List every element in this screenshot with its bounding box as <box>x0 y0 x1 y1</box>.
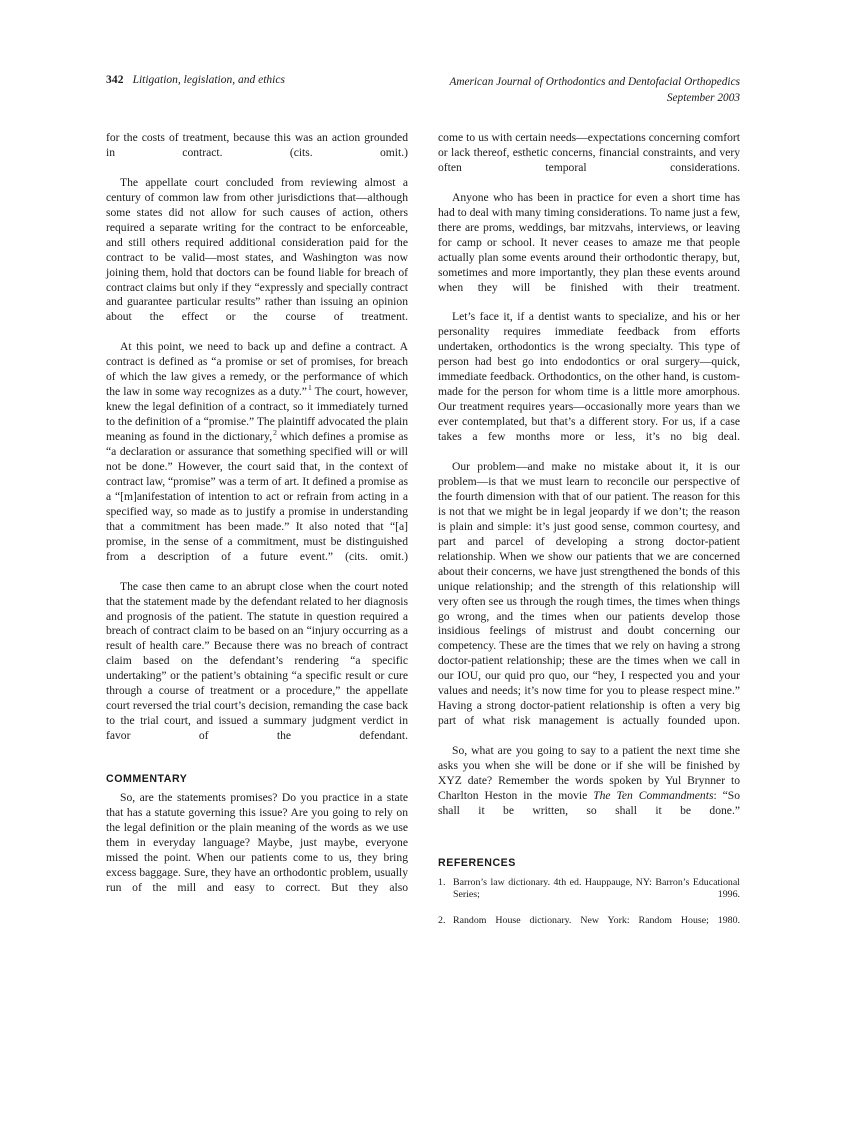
closing-text-a: So, what are you going to say to a patient the next time she asks you when she will be done or if she will be finished by XYZ date? Remember the words spoken by Yul Brynner to Charlton Heston in the movie <box>438 744 740 802</box>
define-contract-text-a: At this point, we need to back up and define a contract. A contract is defined as “a promise or set of promises, for breach of which the law gives a remedy, or the performance of which the law in some way recognizes as a duty.” <box>106 340 408 399</box>
issue-date: September 2003 <box>666 92 740 105</box>
define-contract-text-b: The court, however, knew the legal definition of a contract, so it immediately turned to the definition of a “promise.” The plaintiff advocated the plain meaning as found in the dictionary, <box>106 385 408 444</box>
paragraph-define-contract <box>106 340 408 579</box>
paragraph-specialize: Let’s face it, if a dentist wants to specialize, and his or her personality requires immediate feedback from efforts undertaken, orthodontics is the wrong specialty. This type of person had best go into endodontics or oral surgery—quick, immediate feedback. Orthodontics, on the other hand, is custom-made for the person for whom time is a little more amorphous. Our treatment requires years—occasionally more years than we ever contemplated, but that’s a different story. For us, if a case takes a few months more or less, it’s no big deal. <box>438 310 740 444</box>
reference-number: 2. <box>438 915 446 927</box>
footnote-marker-1[interactable]: 1 <box>307 383 312 393</box>
page-number: 342 <box>106 74 124 86</box>
running-head-right <box>449 74 740 107</box>
reference-item <box>438 915 740 940</box>
commentary-heading: COMMENTARY <box>106 773 188 786</box>
paragraph-timing-considerations: Anyone who has been in practice for even a short time has had to deal with many timing considerations. To name just a few, there are proms, weddings, bar mitzvahs, interviews, or leaving for camp or school. It never ceases to amaze me that people actually plan some events around their orthodontic therapy, but, sometimes and more importantly, they plan these events around when they will be finished with their treatment. <box>438 190 740 294</box>
reference-number: 1. <box>438 876 446 888</box>
paragraph-costs-of-treatment: for the costs of treatment, because this was an action grounded in contract. (cits. omit.) <box>106 131 408 159</box>
references-list <box>438 877 740 940</box>
footnote-marker-2[interactable]: 2 <box>273 428 277 438</box>
section-title: Litigation, legislation, and ethics <box>132 74 285 86</box>
paragraph-certain-needs: come to us with certain needs—expectations concerning comfort or lack thereof, esthetic concerns, financial constraints, and very often temporal considerations. <box>438 131 740 174</box>
reference-text: Random House dictionary. New York: Random House; 1980. <box>453 915 740 927</box>
journal-name: American Journal of Orthodontics and Dentofacial Orthopedics <box>449 76 740 88</box>
paragraph-appellate-court: The appellate court concluded from reviewing almost a century of common law from other jurisdictions that—although some states did not allow for such causes of action, others required a separate writing for the contract to be enforceable, and still others required additional consideration paid for the contract to be valid—most states, and Washington was now joining them, hold that doctors can be found liable for breach of contract claims but only if they “expressly and specially contract and guarantee particular results” rather than issuing an opinion about the effect or the course of treatment. <box>106 175 408 324</box>
reference-item <box>438 877 740 915</box>
paragraph-commentary-open: So, are the statements promises? Do you practice in a state that has a statute governing this issue? Are you going to rely on the legal definition or the plain meaning of the words as we use them in everyday language? Maybe, just maybe, everyone missed the point. When our patients come to us, they bring excess baggage. Sure, they have an orthodontic problem, usually run of the mill and easy to correct. But they also <box>106 791 408 894</box>
movie-title: The Ten Commandments <box>593 788 714 802</box>
article-columns <box>106 131 740 1061</box>
define-contract-text-c: which defines a promise as “a declaration or assurance that something specified will or will not be done.” However, the court said that, in the context of contract law, “promise” was a term of art. It defined a promise as a “[m]anifestation of intention to act or refrain from acting in a specified way, so made as to justify a promise in understanding that a commitment has been made.” It also noted that “[a] promise, in the sense of a commitment, must be distinguished from a description of a future event.” (cits. omit.) <box>106 430 408 563</box>
reference-text: Barron’s law dictionary. 4th ed. Hauppauge, NY: Barron’s Educational Series; 1996. <box>453 876 740 901</box>
paragraph-abrupt-close: The case then came to an abrupt close when the court noted that the statement made by the defendant related to her diagnosis and prognosis of the patient. The statute in question required a breach of contract claim to be based on an “injury occurring as a result of health care.” Because there was no breach of contract claim based on the defendant’s rendering “a specific undertaking” or the patient’s obtaining “a specific result or cure through a course of treatment or a procedure,” the appellate court reversed the trial court’s decision, remanding the case back to the trial court, and issued a summary judgment verdict in favor of the defendant. <box>106 579 408 743</box>
running-head-left <box>106 74 285 86</box>
paragraph-our-problem: Our problem—and make no mistake about it, it is our problem—is that we must learn to reconcile our perspective of the fourth dimension with that of our patient. The reason for this is not that we might be in legal jeopardy if we don’t; the reason is plain and simple: it’s just good sense, common courtesy, and part and parcel of developing a strong doctor-patient relationship. When we show our patients that we are concerned about their concerns, we have just strengthened the bonds of this unique relationship; and the strength of this relationship will very often see us through the rough times, the times when things go wrong, and the times when our patients develop those insidious feelings of mistrust and doubt concerning our competency. These are the times that we rely on having a strong doctor-patient relationship; these are the times when we call in our IOU, our quid pro quo, our “hey, I respected you and your values and needs; it’s now time for you to please respect mine.” Having a strong doctor-patient relationship is often a very big part of what risk management is actually founded upon. <box>438 459 740 728</box>
paragraph-closing <box>438 744 740 834</box>
right-column <box>438 131 740 1061</box>
closing-text-b: : “So shall it be written, so shall it be done.” <box>438 788 741 817</box>
left-column <box>106 131 408 1061</box>
references-heading: REFERENCES <box>438 856 516 869</box>
running-head <box>106 74 740 107</box>
